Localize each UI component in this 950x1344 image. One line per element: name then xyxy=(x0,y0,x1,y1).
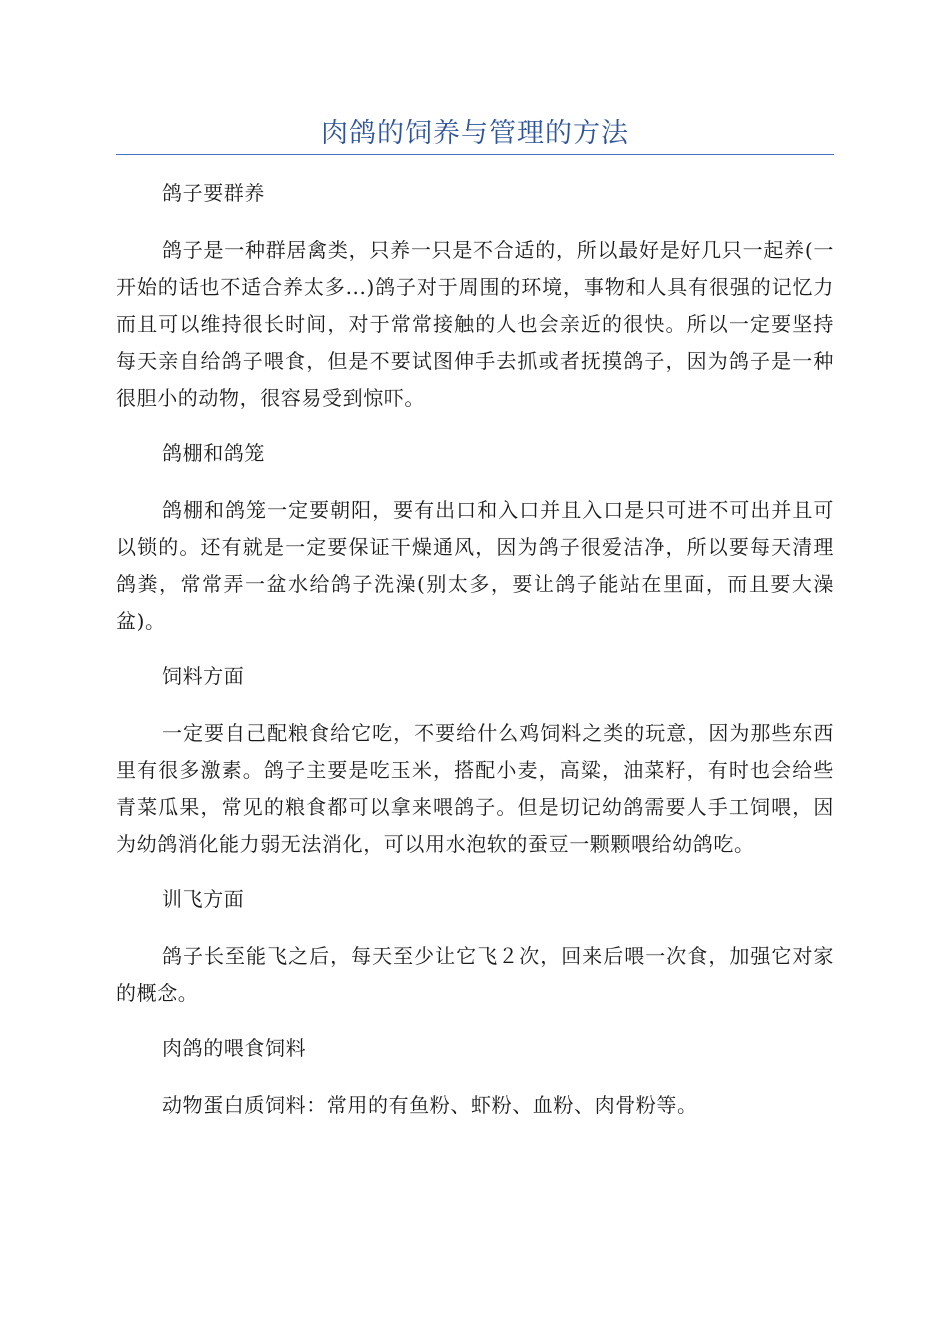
section-heading-feeding-materials: 肉鸽的喂食饲料 xyxy=(162,1036,307,1060)
paragraph-feed: 一定要自己配粮食给它吃，不要给什么鸡饲料之类的玩意，因为那些东西里有很多激素。鸽子主要是吃玉米，搭配小麦，高粱，油菜籽，有时也会给些青菜瓜果，常见的粮食都可以拿来喂鸽子。但是切记幼鸽需要人手工饲喂，因为幼鸽消化能力弱无法消化，可以用水泡软的蚕豆一颗颗喂给幼鸽吃。 xyxy=(116,721,834,856)
paragraph-flight-training: 鸽子长至能飞之后，每天至少让它飞２次，回来后喂一次食，加强它对家的概念。 xyxy=(116,944,834,1005)
section-heading-group-raising: 鸽子要群养 xyxy=(162,181,265,205)
title-underline xyxy=(116,154,834,155)
paragraph-loft-and-cage: 鸽棚和鸽笼一定要朝阳，要有出口和入口并且入口是只可进不可出并且可以锁的。还有就是一定要保证干燥通风，因为鸽子很爱洁净，所以要每天清理鸽粪，常常弄一盆水给鸽子洗澡(别太多，要让鸽子能站在里面，而且要大澡盆)。 xyxy=(116,498,834,633)
document-body xyxy=(116,175,834,1142)
section-heading-feed: 饲料方面 xyxy=(162,664,245,688)
document-title: 肉鸽的饲养与管理的方法 xyxy=(321,118,629,149)
section-heading-loft-and-cage: 鸽棚和鸽笼 xyxy=(162,441,265,465)
paragraph-group-raising: 鸽子是一种群居禽类，只养一只是不合适的，所以最好是好几只一起养(一开始的话也不适合养太多...)鸽子对于周围的环境，事物和人具有很强的记忆力而且可以维持很长时间，对于常常接触的人也会亲近的很快。所以一定要坚持每天亲自给鸽子喂食，但是不要试图伸手去抓或者抚摸鸽子，因为鸽子是一种很胆小的动物，很容易受到惊吓。 xyxy=(116,238,834,410)
section-heading-flight-training: 训飞方面 xyxy=(162,887,245,911)
paragraph-feeding-materials: 动物蛋白质饲料：常用的有鱼粉、虾粉、血粉、肉骨粉等。 xyxy=(162,1093,698,1117)
